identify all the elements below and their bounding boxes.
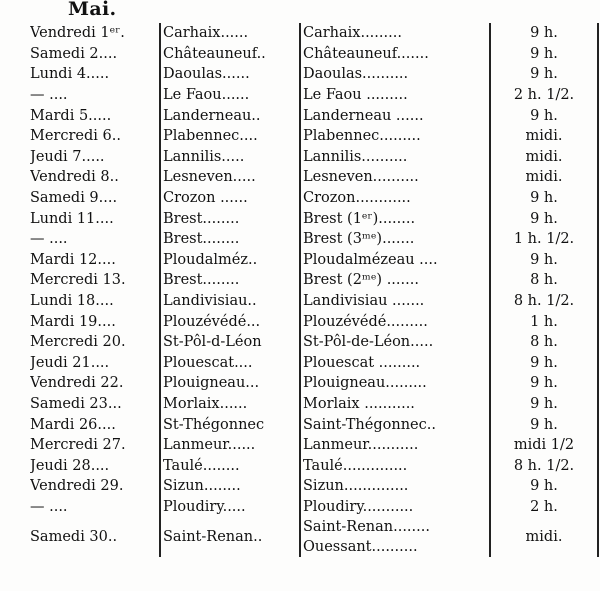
destination-cell: Ploudalmézeau .... [300, 250, 490, 271]
month-heading: Mai. [68, 0, 117, 20]
table-row [30, 373, 598, 394]
place-cell: Crozon ...... [160, 188, 300, 209]
destination-cell: St-Pôl-de-Léon..... [300, 332, 490, 353]
time-cell: midi. [490, 517, 598, 557]
time-cell: 8 h. [490, 332, 598, 353]
destination-cell: Lanmeur........... [300, 435, 490, 456]
day-cell: Jeudi 21.... [30, 354, 110, 371]
day-cell: Vendredi 22. [30, 375, 124, 392]
time-cell: midi. [490, 167, 598, 188]
place-cell: Plouigneau... [160, 373, 300, 394]
table-row [30, 332, 598, 353]
time-cell: 9 h. [490, 208, 598, 229]
place-cell: Lanmeur...... [160, 435, 300, 456]
table-row [30, 105, 598, 126]
place-cell: Plabennec.... [160, 126, 300, 147]
day-cell: — .... [30, 87, 68, 104]
day-cell: Vendredi 29. [30, 478, 124, 495]
destination-cell: Brest (1ᵉʳ)........ [300, 208, 490, 229]
time-cell: midi. [490, 126, 598, 147]
day-cell: Mardi 12.... [30, 251, 116, 268]
destination-cell: Plouigneau......... [300, 373, 490, 394]
destination-cell: Taulé.............. [300, 455, 490, 476]
destination-cell: Lesneven.......... [300, 167, 490, 188]
place-cell: St-Pôl-d-Léon [160, 332, 300, 353]
place-cell: Landivisiau.. [160, 291, 300, 312]
table-row [30, 23, 598, 44]
destination-cell: Le Faou ......... [300, 85, 490, 106]
destination-cell: Crozon............ [300, 188, 490, 209]
day-cell: Lundi 11.... [30, 210, 114, 227]
destination-cell: Saint-Thégonnec.. [300, 414, 490, 435]
destination-cell: Brest (2ᵐᵉ) ....... [300, 270, 490, 291]
day-cell: — .... [30, 498, 68, 515]
place-cell: St-Thégonnec [160, 414, 300, 435]
day-cell: Mardi 5..... [30, 107, 112, 124]
place-cell: Daoulas...... [160, 64, 300, 85]
place-cell: Plouzévédé... [160, 311, 300, 332]
destination-cell: Landivisiau ....... [300, 291, 490, 312]
place-cell: Landerneau.. [160, 105, 300, 126]
time-cell: 9 h. [490, 44, 598, 65]
destination-cell [300, 517, 490, 557]
table-row [30, 517, 598, 557]
day-cell: Mardi 19.... [30, 313, 116, 330]
time-cell: 9 h. [490, 353, 598, 374]
schedule-body [30, 23, 598, 557]
place-cell: Ploudiry..... [160, 497, 300, 518]
time-cell: 9 h. [490, 188, 598, 209]
time-cell: 1 h. [490, 311, 598, 332]
place-cell: Brest........ [160, 229, 300, 250]
place-cell: Châteauneuf.. [160, 44, 300, 65]
table-row [30, 188, 598, 209]
day-cell: Samedi 30.. [30, 529, 118, 546]
table-row [30, 455, 598, 476]
time-cell: 8 h. [490, 270, 598, 291]
time-cell: 9 h. [490, 250, 598, 271]
time-cell: 9 h. [490, 64, 598, 85]
destination-cell: Plouzévédé......... [300, 311, 490, 332]
table-row [30, 476, 598, 497]
destination-cell: Sizun.............. [300, 476, 490, 497]
destination-cell: Châteauneuf....... [300, 44, 490, 65]
table-row [30, 208, 598, 229]
table-row [30, 353, 598, 374]
day-cell: — .... [30, 231, 68, 248]
table-row [30, 435, 598, 456]
time-cell: 9 h. [490, 414, 598, 435]
destination-cell: Plouescat ......... [300, 353, 490, 374]
time-cell: 2 h. [490, 497, 598, 518]
destination-cell: Plabennec......... [300, 126, 490, 147]
time-cell: 2 h. 1/2. [490, 85, 598, 106]
table-row [30, 311, 598, 332]
time-cell: 1 h. 1/2. [490, 229, 598, 250]
place-cell: Carhaix...... [160, 23, 300, 44]
time-cell: 9 h. [490, 373, 598, 394]
table-row [30, 167, 598, 188]
time-cell: 8 h. 1/2. [490, 455, 598, 476]
day-cell: Jeudi 28.... [30, 457, 110, 474]
destination-cell: Daoulas.......... [300, 64, 490, 85]
day-cell: Lundi 4..... [30, 66, 110, 83]
destination-cell: Ploudiry........... [300, 497, 490, 518]
day-cell: Mercredi 6.. [30, 128, 121, 145]
table-row [30, 291, 598, 312]
day-cell: Lundi 18.... [30, 293, 114, 310]
time-cell: midi. [490, 147, 598, 168]
table-row [30, 250, 598, 271]
destination-cell: Carhaix......... [300, 23, 490, 44]
time-cell: 9 h. [490, 476, 598, 497]
day-cell: Jeudi 7..... [30, 148, 105, 165]
table-row [30, 414, 598, 435]
destination-cell: Brest (3ᵐᵉ)....... [300, 229, 490, 250]
place-cell: Le Faou...... [160, 85, 300, 106]
place-cell: Ploudalméz.. [160, 250, 300, 271]
destination-cell: Lannilis.......... [300, 147, 490, 168]
schedule-table [30, 23, 599, 557]
day-cell: Mercredi 20. [30, 334, 126, 351]
place-cell: Brest........ [160, 270, 300, 291]
time-cell: 9 h. [490, 394, 598, 415]
time-cell: 9 h. [490, 23, 598, 44]
day-cell: Samedi 2.... [30, 45, 118, 62]
place-cell: Lannilis..... [160, 147, 300, 168]
place-cell: Brest........ [160, 208, 300, 229]
day-cell: Samedi 23... [30, 395, 122, 412]
place-cell: Taulé........ [160, 455, 300, 476]
day-cell: Mardi 26.... [30, 416, 116, 433]
time-cell: 9 h. [490, 105, 598, 126]
day-cell: Samedi 9.... [30, 190, 118, 207]
destination-line: Ouessant.......... [303, 539, 418, 556]
day-cell: Vendredi 8.. [30, 169, 119, 186]
table-row [30, 126, 598, 147]
table-row [30, 394, 598, 415]
destination-cell: Morlaix ........... [300, 394, 490, 415]
place-cell: Saint-Renan.. [160, 517, 300, 557]
time-cell: 8 h. 1/2. [490, 291, 598, 312]
table-row [30, 497, 598, 518]
place-cell: Morlaix...... [160, 394, 300, 415]
table-row [30, 270, 598, 291]
day-cell: Vendredi 1ᵉʳ. [30, 25, 125, 42]
place-cell: Sizun........ [160, 476, 300, 497]
day-cell: Mercredi 13. [30, 272, 126, 289]
table-row [30, 64, 598, 85]
place-cell: Lesneven..... [160, 167, 300, 188]
destination-line: Saint-Renan........ [303, 519, 430, 536]
time-cell: midi 1/2 [490, 435, 598, 456]
table-row [30, 147, 598, 168]
table-row [30, 229, 598, 250]
table-row [30, 44, 598, 65]
destination-cell: Landerneau ...... [300, 105, 490, 126]
day-cell: Mercredi 27. [30, 437, 126, 454]
table-row [30, 85, 598, 106]
place-cell: Plouescat.... [160, 353, 300, 374]
